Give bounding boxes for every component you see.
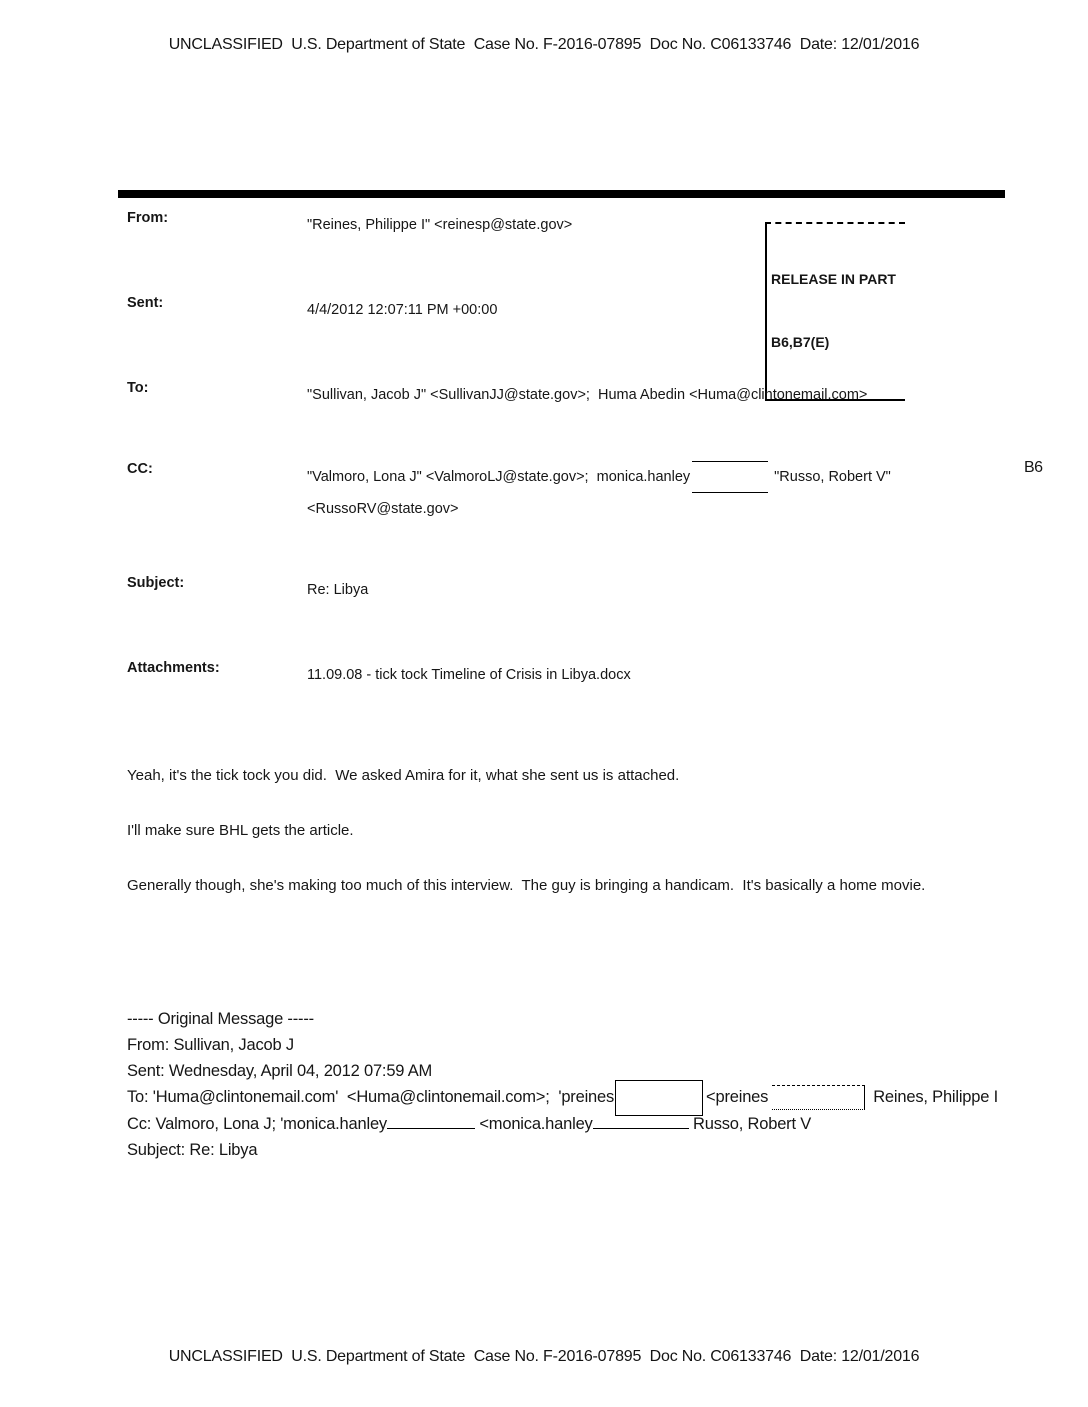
om-to-part1: To: 'Huma@clintonemail.com' <Huma@clintonemail.com>; 'preines [127,1088,615,1106]
attachments-label: Attachments: [127,660,220,676]
doc-header-line: UNCLASSIFIED U.S. Department of State Case No. F-2016-07895 Doc No. C06133746 Date: 12/01/2016 [168,36,920,53]
attachments-value: 11.09.08 - tick tock Timeline of Crisis in Libya.docx [307,667,631,683]
om-cc-part3: Russo, Robert V [693,1115,812,1133]
om-to-part2: <preines [706,1088,769,1106]
doc-footer-line: UNCLASSIFIED U.S. Department of State Case No. F-2016-07895 Doc No. C06133746 Date: 12/01/2016 [168,1348,920,1365]
original-message-cc [127,1115,1027,1134]
sent-label: Sent: [127,295,164,311]
to-label: To: [127,380,149,396]
redaction-underline-cc-2 [593,1115,689,1129]
from-value: "Reines, Philippe I" <reinesp@state.gov> [307,217,573,233]
redaction-box-to-2 [772,1085,865,1110]
cc-label: CC: [127,461,153,477]
cc-value [307,461,1007,525]
to-value: "Sullivan, Jacob J" <SullivanJJ@state.gov>; Huma Abedin <Huma@clintonemail.com> [307,387,868,403]
original-message-from: From: Sullivan, Jacob J [127,1036,294,1054]
sent-value: 4/4/2012 12:07:11 PM +00:00 [307,302,498,318]
original-message-subject: Subject: Re: Libya [127,1141,258,1159]
margin-code-b6: B6 [1024,459,1043,476]
redaction-underline-cc-1 [387,1115,475,1129]
original-message-separator: ----- Original Message ----- [127,1010,314,1028]
original-message-to [127,1088,1027,1107]
om-to-part3: Reines, Philippe I [873,1088,999,1106]
from-label: From: [127,210,169,226]
subject-value: Re: Libya [307,582,369,598]
cc-value-line2: <RussoRV@state.gov> [307,501,459,517]
release-stamp-line2: B6,B7(E) [771,334,830,350]
body-paragraph-2: I'll make sure BHL gets the article. [127,822,354,839]
cc-value-part2: "Russo, Robert V" [774,469,891,485]
subject-label: Subject: [127,575,185,591]
om-cc-part2: <monica.hanley [479,1115,593,1133]
release-stamp-line1: RELEASE IN PART [771,271,896,287]
cc-value-part1: "Valmoro, Lona J" <ValmoroLJ@state.gov>; monica.hanley [307,469,691,485]
om-cc-part1: Cc: Valmoro, Lona J; 'monica.hanley [127,1115,387,1133]
original-message-sent: Sent: Wednesday, April 04, 2012 07:59 AM [127,1062,433,1080]
redaction-box-to-1 [615,1080,703,1116]
redaction-box-cc [692,461,768,493]
body-paragraph-1: Yeah, it's the tick tock you did. We asked Amira for it, what she sent us is attached. [127,767,680,784]
body-paragraph-3: Generally though, she's making too much of this interview. The guy is bringing a handicam. It's basically a home movie. [127,877,926,894]
black-separator-bar [118,190,1005,198]
